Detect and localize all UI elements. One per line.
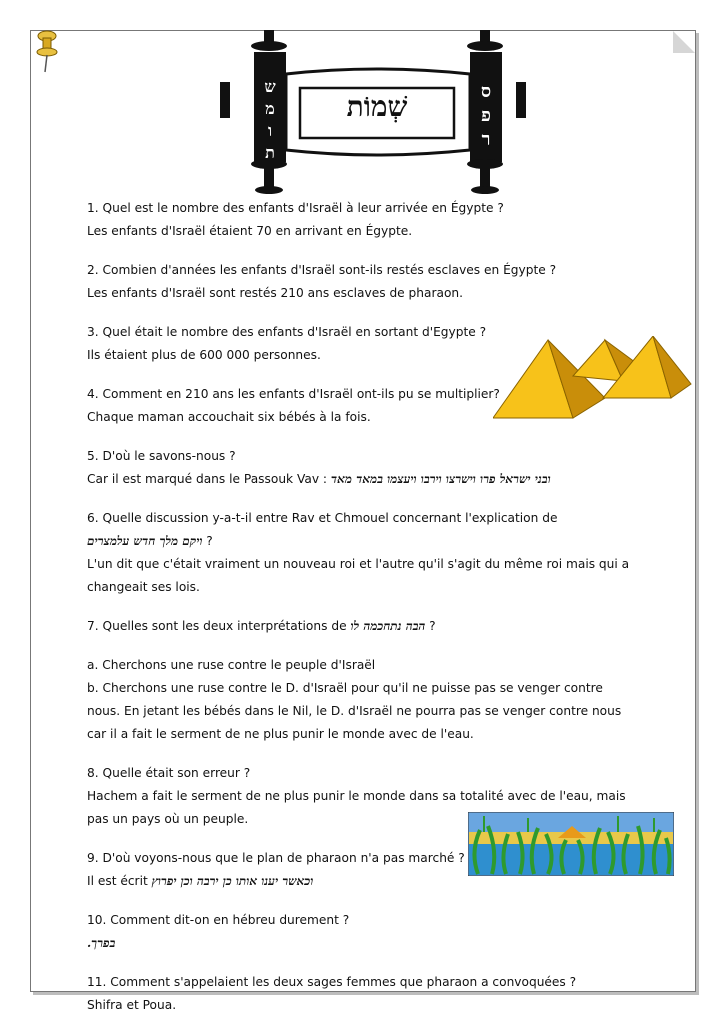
answer-text — [87, 468, 617, 491]
answer-text: Shifra et Poua. — [87, 998, 177, 1012]
question-block — [87, 762, 626, 831]
question-text: 2. Combien d'années les enfants d'Israël sont-ils restés esclaves en Égypte ? — [87, 263, 557, 277]
answer-text: b. Cherchons une ruse contre le D. d'Israël pour qu'il ne puisse pas se venger contre — [87, 681, 603, 695]
question-block — [87, 383, 617, 429]
answer-text: a. Cherchons une ruse contre le peuple d'Israël — [87, 658, 376, 672]
answer-prefix: Car il est marqué dans le Passouk Vav : — [87, 472, 331, 486]
question-hebrew-line — [87, 530, 617, 553]
answer-text: Ils étaient plus de 600 000 personnes. — [87, 348, 321, 362]
question-text: 8. Quelle était son erreur ? — [87, 766, 251, 780]
question-text: 9. D'où voyons-nous que le plan de pharaon n'a pas marché ? — [87, 851, 465, 865]
hebrew-verse: הבה נתחכמה לו — [350, 619, 426, 633]
answer-text: changeait ses lois. — [87, 580, 200, 594]
question-text: 10. Comment dit-on en hébreu durement ? — [87, 913, 350, 927]
question-text: 1. Quel est le nombre des enfants d'Israël à leur arrivée en Égypte ? — [87, 201, 504, 215]
question-block — [87, 321, 617, 367]
pushpin-icon — [35, 30, 59, 74]
question-block — [87, 507, 630, 599]
letter: ש — [264, 77, 276, 96]
hebrew-verse: וכאשר יענו אותו כן ירבה וכן יפרוץ — [151, 874, 314, 888]
question-block — [87, 847, 617, 893]
question-text: 5. D'où le savons-nous ? — [87, 449, 236, 463]
answer-block — [87, 654, 622, 746]
question-suffix: ? — [202, 534, 213, 548]
letter: ו — [267, 121, 273, 140]
scroll-left-letters — [254, 76, 286, 164]
qa-document — [87, 197, 630, 1033]
hebrew-word: בפרך. — [87, 936, 116, 950]
question-text: 3. Quel était le nombre des enfants d'Israël en sortant d'Egypte ? — [87, 325, 487, 339]
hebrew-verse: ובני ישראל פרו וישרצו וירבו ויעצמו במאד מאד — [330, 472, 551, 486]
question-block — [87, 615, 617, 638]
answer-prefix: Il est écrit — [87, 874, 152, 888]
letter: ס — [480, 81, 492, 102]
scroll-title: שְׁמוֹת — [346, 90, 408, 123]
scroll-right-letters — [470, 80, 502, 152]
question-text: 4. Comment en 210 ans les enfants d'Israël ont-ils pu se multiplier? — [87, 387, 500, 401]
answer-text: Hachem a fait le serment de ne plus punir le monde dans sa totalité avec de l'eau, mais — [87, 789, 626, 803]
question-text: 6. Quelle discussion y-a-t-il entre Rav et Chmouel concernant l'explication de — [87, 511, 558, 525]
question-suffix: ? — [425, 619, 436, 633]
letter: פ — [481, 105, 491, 126]
answer-text: Les enfants d'Israël sont restés 210 ans esclaves de pharaon. — [87, 286, 464, 300]
answer-text: nous. En jetant les bébés dans le Nil, le D. d'Israël ne pourra pas se venger contre nous — [87, 704, 622, 718]
question-block — [87, 197, 617, 243]
page-corner-fold — [673, 31, 695, 53]
letter: מ — [265, 99, 275, 118]
hebrew-verse: ויקם מלך חדש עלמצרים — [87, 534, 203, 548]
question-block — [87, 445, 617, 491]
question-prefix: 7. Quelles sont les deux interprétations de — [87, 619, 351, 633]
answer-text — [87, 870, 617, 893]
letter: ת — [265, 143, 275, 162]
question-text — [87, 615, 617, 638]
question-block — [87, 259, 617, 305]
question-text: 11. Comment s'appelaient les deux sages femmes que pharaon a convoquées ? — [87, 975, 577, 989]
answer-text: Chaque maman accouchait six bébés à la fois. — [87, 410, 371, 424]
answer-text: Les enfants d'Israël étaient 70 en arrivant en Égypte. — [87, 224, 413, 238]
answer-text: pas un pays où un peuple. — [87, 812, 249, 826]
letter: ר — [481, 129, 491, 150]
answer-text: car il a fait le serment de ne plus punir le monde avec de l'eau. — [87, 727, 474, 741]
question-block — [87, 909, 617, 955]
answer-text: L'un dit que c'était vraiment un nouveau roi et l'autre qu'il s'agit du même roi mais qui a — [87, 557, 630, 571]
answer-text — [87, 932, 617, 955]
question-block — [87, 971, 617, 1017]
